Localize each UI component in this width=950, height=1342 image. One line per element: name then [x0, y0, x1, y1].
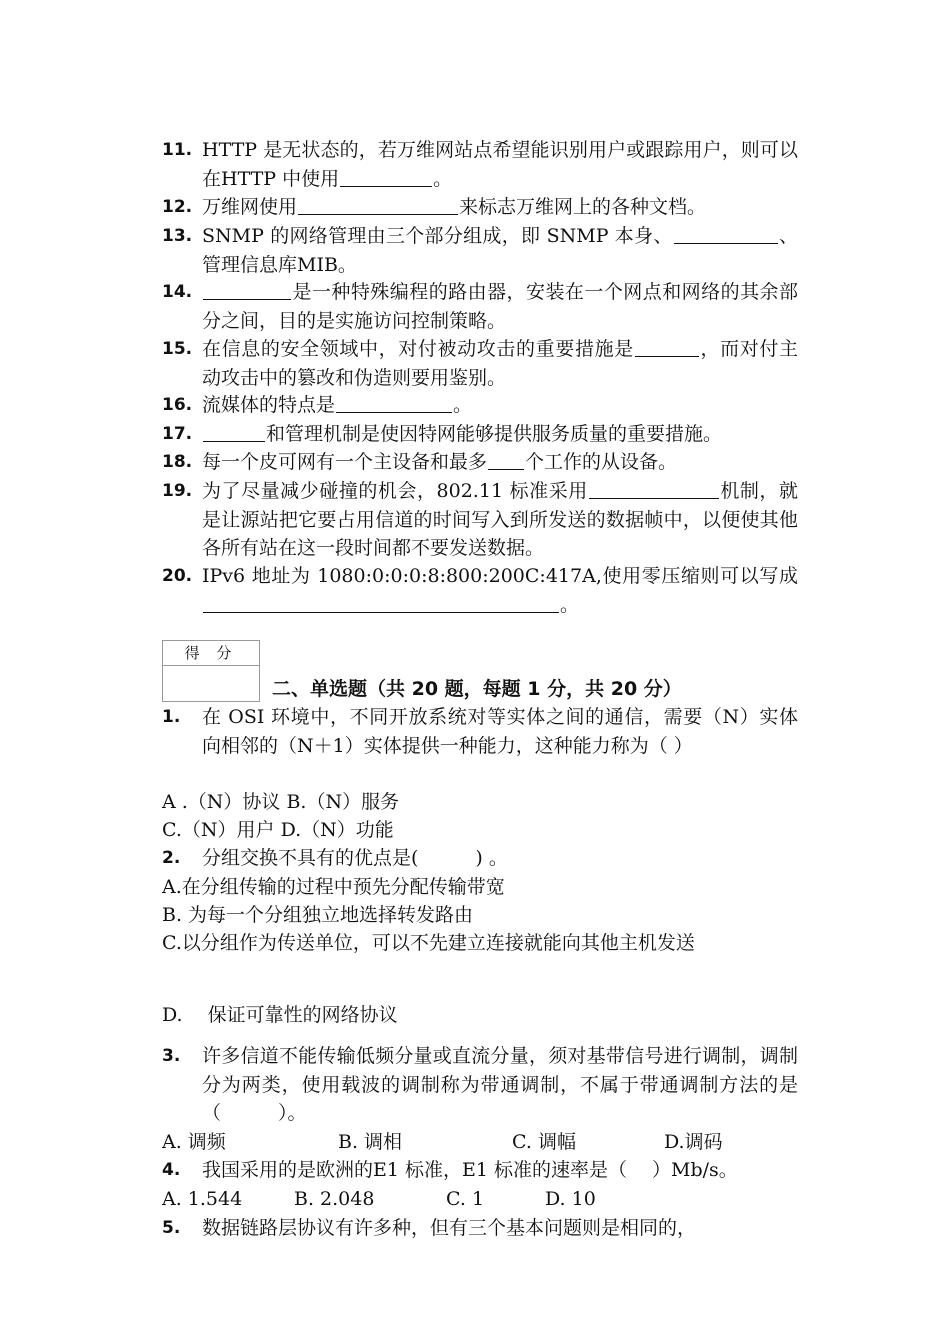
question-16: [162, 391, 798, 420]
question-number: 15.: [162, 339, 193, 359]
question-number: 2.: [162, 848, 181, 868]
option-b[interactable]: B. 2.048: [294, 1188, 375, 1210]
section-title: 二、单选题（共 20 题，每题 1 分，共 20 分）: [272, 678, 682, 700]
question-13: [162, 222, 798, 279]
question-number: 18.: [162, 452, 193, 472]
answer-blank[interactable]: [336, 392, 452, 413]
option-a[interactable]: A. 调频: [162, 1131, 226, 1153]
question-text-end: 。: [560, 593, 580, 616]
question-number: 19.: [162, 481, 193, 501]
question-text: 流媒体的特点是: [202, 394, 336, 416]
score-box: [162, 640, 260, 702]
question-number: 12.: [162, 197, 193, 217]
question-text-end: ，而对付主动攻击中的篡改和伪造则要用鉴别。: [202, 338, 798, 389]
answer-blank[interactable]: [635, 336, 699, 357]
mc-question-2: [162, 844, 798, 873]
question-text-end: 个工作的从设备。: [525, 451, 678, 473]
question-number: 4.: [162, 1160, 181, 1180]
option-a[interactable]: A.在分组传输的过程中预先分配传输带宽: [162, 876, 505, 898]
question-number: 20.: [162, 566, 193, 586]
question-text: 数据链路层协议有许多种，但有三个基本问题则是相同的，: [202, 1217, 697, 1239]
question-14: [162, 278, 798, 335]
question-number: 1.: [162, 707, 181, 727]
question-11: [162, 136, 798, 193]
question-text: 我国采用的是欧洲的E1 标准，E1 标准的速率是（ ）Mb/s。: [202, 1159, 738, 1181]
option-b[interactable]: B. 为每一个分组独立地选择转发路由: [162, 904, 474, 926]
option-c[interactable]: C. 1: [446, 1188, 485, 1210]
question-number: 3.: [162, 1046, 181, 1066]
answer-blank[interactable]: [203, 421, 265, 442]
question-text: SNMP 的网络管理由三个部分组成，即 SNMP 本身、: [202, 225, 673, 247]
question-text-end: 和管理机制是使因特网能够提供服务质量的重要措施。: [266, 423, 723, 445]
option-ab[interactable]: A .（N）协议 B.（N）服务: [162, 791, 400, 813]
option-a[interactable]: A. 1.544: [162, 1188, 243, 1210]
question-19: [162, 477, 798, 563]
question-text-end: 。: [433, 167, 453, 190]
question-number: 17.: [162, 424, 193, 444]
question-text: 为了尽量减少碰撞的机会，802.11 标准采用: [202, 480, 588, 502]
option-d[interactable]: D. 10: [545, 1188, 596, 1210]
question-number: 11.: [162, 140, 193, 160]
answer-blank[interactable]: [674, 223, 778, 244]
question-number: 5.: [162, 1218, 181, 1238]
question-18: [162, 448, 798, 477]
option-c[interactable]: C.以分组作为传送单位，可以不先建立连接就能向其他主机发送: [162, 932, 695, 954]
option-c[interactable]: C. 调幅: [512, 1131, 576, 1153]
question-17: [162, 420, 798, 449]
question-text: HTTP 是无状态的，若万维网站点希望能识别用户或跟踪用户，则可以在HTTP 中使用: [202, 139, 798, 190]
option-cd[interactable]: C.（N）用户 D.（N）功能: [162, 819, 394, 841]
question-12: [162, 193, 798, 222]
mc-question-5: [162, 1214, 798, 1243]
question-20: [162, 562, 798, 619]
answer-blank[interactable]: [203, 279, 291, 300]
question-number: 13.: [162, 226, 193, 246]
option-b[interactable]: B. 调相: [338, 1131, 403, 1153]
question-text-end: 。: [453, 394, 473, 416]
question-text-end: 、管理信息库MIB。: [202, 225, 798, 276]
option-d[interactable]: D. 保证可靠性的网络协议: [162, 1004, 398, 1026]
score-label: 得 分: [163, 641, 259, 666]
question-15: [162, 335, 798, 392]
question-text-end: 来标志万维网上的各种文档。: [459, 196, 707, 218]
question-text: 分组交换不具有的优点是( ) 。: [202, 847, 508, 869]
question-number: 16.: [162, 395, 193, 415]
answer-blank[interactable]: [488, 449, 524, 470]
question-text: 在 OSI 环境中，不同开放系统对等实体之间的通信，需要（N）实体向相邻的（N＋1）实体提供一种能力，这种能力称为（ ）: [202, 706, 798, 757]
question-number: 14.: [162, 282, 193, 302]
answer-blank[interactable]: [589, 478, 719, 499]
score-input-area[interactable]: [163, 666, 259, 702]
answer-blank[interactable]: [203, 592, 559, 613]
question-text: 每一个皮可网有一个主设备和最多: [202, 451, 488, 473]
answer-blank[interactable]: [298, 194, 458, 215]
option-d[interactable]: D.调码: [664, 1131, 723, 1153]
question-text-end: 是一种特殊编程的路由器，安装在一个网点和网络的其余部分之间，目的是实施访问控制策略。: [202, 281, 798, 332]
mc-question-4: [162, 1156, 798, 1185]
question-text: 许多信道不能传输低频分量或直流分量，须对基带信号进行调制，调制分为两类，使用载波的调制称为带通调制，不属于带通调制方法的是（ ）。: [202, 1045, 798, 1125]
mc-question-1: [162, 703, 798, 760]
question-text: IPv6 地址为 1080:0:0:0:8:800:200C:417A,使用零压缩则可以写成: [202, 565, 798, 587]
question-text-end: 机制，就是让源站把它要占用信道的时间写入到所发送的数据帧中，以便使其他各所有站在这一段时间都不要发送数据。: [202, 480, 798, 560]
question-text: 在信息的安全领域中，对付被动攻击的重要措施是: [202, 338, 634, 360]
mc-question-3: [162, 1042, 798, 1128]
answer-blank[interactable]: [340, 166, 432, 187]
question-text: 万维网使用: [202, 196, 298, 218]
